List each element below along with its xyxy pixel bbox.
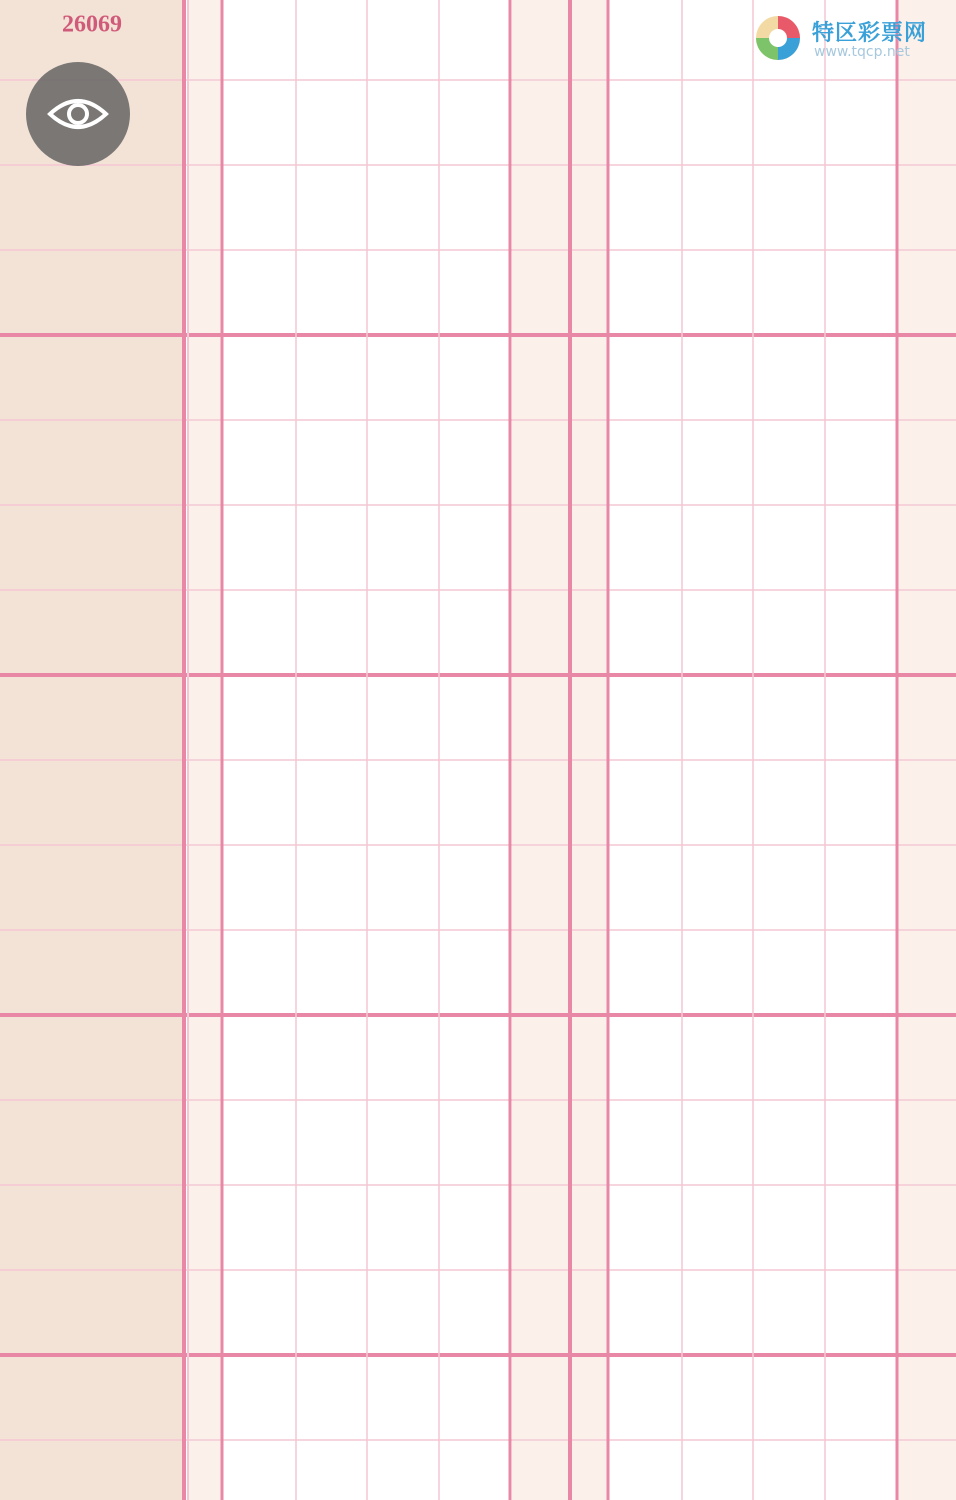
- side-right-column-bg: [897, 0, 956, 1500]
- site-logo[interactable]: [752, 10, 952, 66]
- logo-swirl-icon: [752, 12, 804, 64]
- period-number: 26069: [62, 11, 122, 38]
- logo-url: www.tqcp.net: [814, 44, 910, 60]
- sum-right-column-bg: [572, 0, 608, 1500]
- period-column-bg: [0, 0, 184, 1500]
- eye-toggle-button[interactable]: [26, 62, 130, 166]
- eye-icon: [46, 94, 110, 134]
- logo-title: 特区彩票网: [812, 21, 928, 46]
- sum-column-bg: [188, 0, 222, 1500]
- side-column-bg: [512, 0, 568, 1500]
